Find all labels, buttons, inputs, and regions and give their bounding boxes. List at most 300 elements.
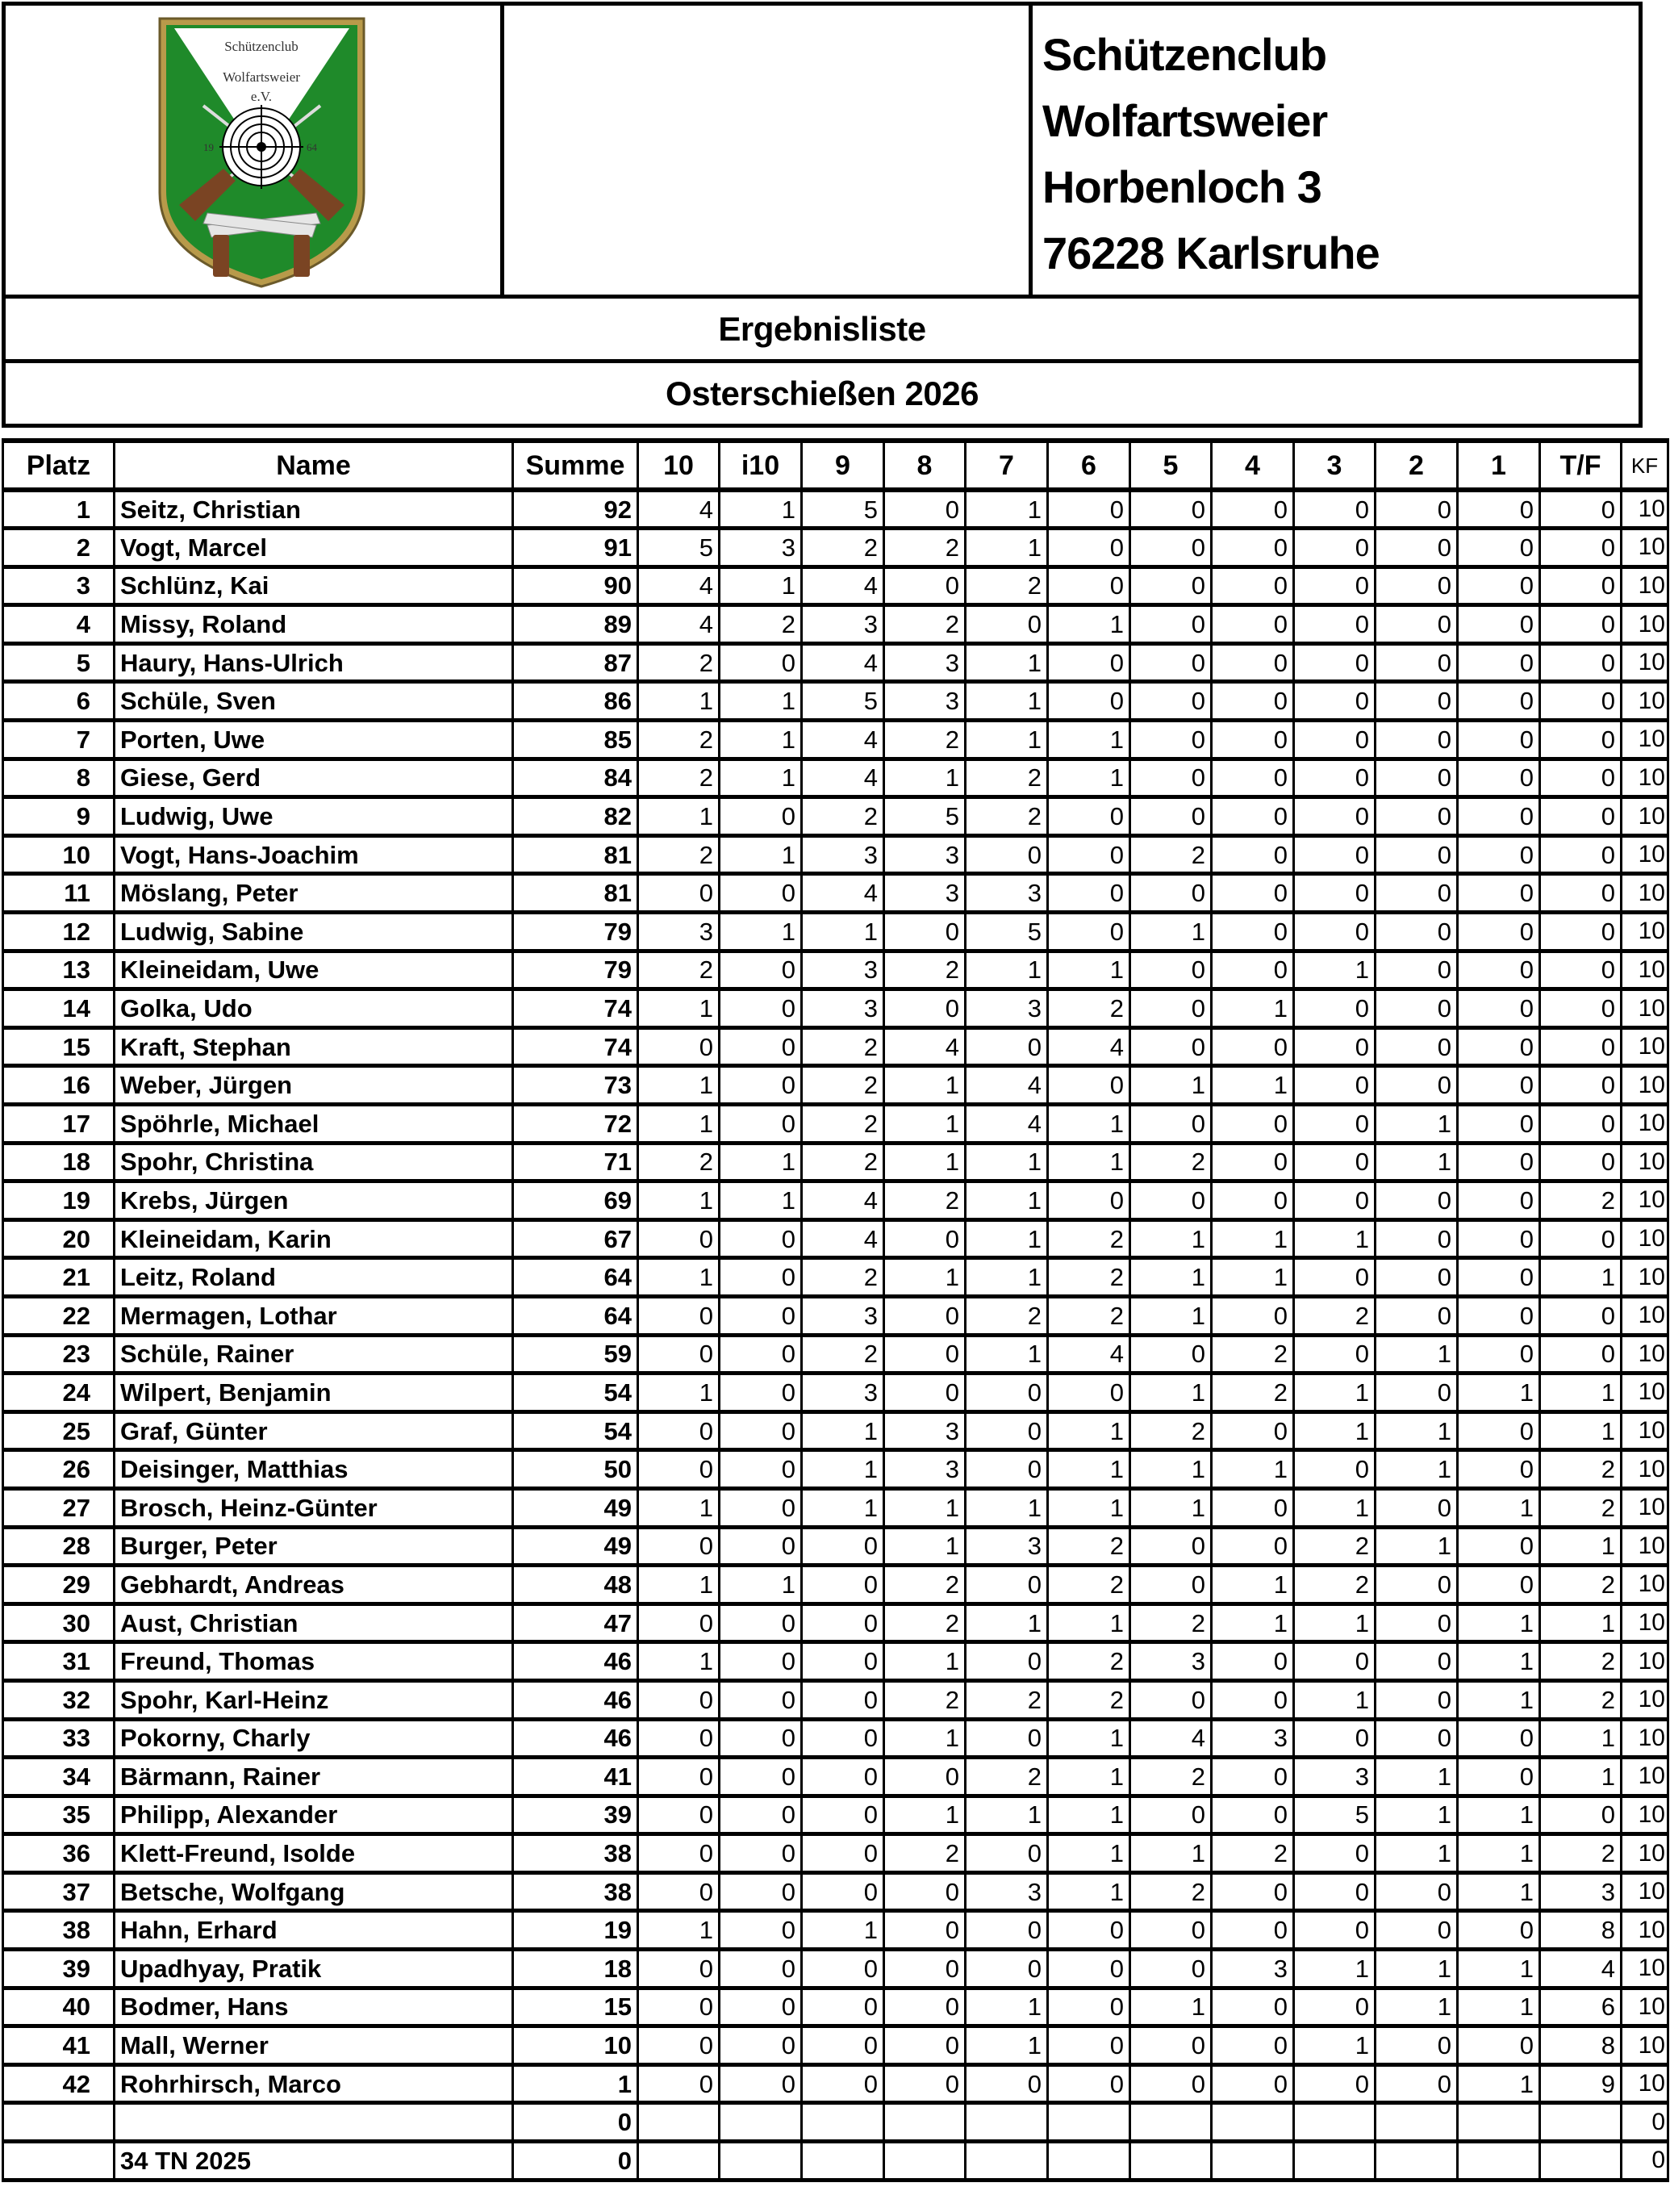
- ring-count-cell: 0: [1376, 2064, 1458, 2103]
- ring-count-cell: 0: [1294, 874, 1376, 913]
- ring-count-cell: [802, 2103, 884, 2142]
- ring-count-cell: 0: [802, 2064, 884, 2103]
- tf-cell: 0: [1540, 835, 1622, 874]
- table-row: [3, 721, 1668, 759]
- ring-count-cell: 1: [802, 1488, 884, 1527]
- ring-count-cell: 0: [802, 1566, 884, 1604]
- ring-count-cell: 0: [1130, 1680, 1212, 1719]
- platz-cell: 5: [3, 643, 115, 682]
- ring-count-cell: 1: [884, 1143, 966, 1181]
- ring-count-cell: 0: [1294, 1719, 1376, 1758]
- ring-count-cell: 0: [1458, 1027, 1540, 1066]
- table-row: [3, 1758, 1668, 1796]
- summe-cell: 0: [513, 2103, 638, 2142]
- ring-count-cell: 3: [1130, 1642, 1212, 1681]
- name-cell: Krebs, Jürgen: [115, 1181, 513, 1220]
- ring-count-cell: 0: [884, 1219, 966, 1258]
- table-row: [3, 1335, 1668, 1374]
- ring-count-cell: 0: [1212, 1796, 1294, 1834]
- ring-count-cell: 1: [1376, 1796, 1458, 1834]
- table-row: [3, 1411, 1668, 1450]
- ring-count-cell: 1: [1212, 1219, 1294, 1258]
- ring-count-cell: 0: [1212, 1027, 1294, 1066]
- name-cell: Hahn, Erhard: [115, 1911, 513, 1950]
- ring-count-cell: 1: [802, 913, 884, 951]
- platz-cell: 8: [3, 759, 115, 797]
- ring-count-cell: 0: [1130, 1027, 1212, 1066]
- summe-cell: 67: [513, 1219, 638, 1258]
- ring-count-cell: 1: [720, 1143, 802, 1181]
- ring-count-cell: 0: [1376, 1642, 1458, 1681]
- ring-count-cell: 0: [802, 1719, 884, 1758]
- ring-count-cell: 0: [1376, 1680, 1458, 1719]
- ring-count-cell: 0: [1048, 874, 1130, 913]
- ring-count-cell: 1: [1458, 1796, 1540, 1834]
- tf-cell: 0: [1540, 1143, 1622, 1181]
- ring-count-cell: 3: [802, 989, 884, 1028]
- ring-count-cell: 0: [1376, 951, 1458, 989]
- platz-cell: 15: [3, 1027, 115, 1066]
- platz-cell: 31: [3, 1642, 115, 1681]
- ring-count-cell: 0: [1048, 1911, 1130, 1950]
- ring-count-cell: 0: [720, 1872, 802, 1911]
- ring-count-cell: 1: [1458, 1680, 1540, 1719]
- summe-cell: 91: [513, 529, 638, 567]
- ring-count-cell: 0: [1458, 797, 1540, 836]
- ring-count-cell: 0: [1130, 567, 1212, 605]
- ring-count-cell: 0: [1212, 797, 1294, 836]
- ring-count-cell: 0: [884, 1911, 966, 1950]
- tf-cell: 0: [1540, 797, 1622, 836]
- ring-count-cell: 0: [966, 1411, 1048, 1450]
- platz-cell: 36: [3, 1834, 115, 1873]
- ring-count-cell: 0: [966, 1950, 1048, 1988]
- ring-count-cell: 0: [1294, 682, 1376, 721]
- ring-count-cell: 0: [1376, 797, 1458, 836]
- table-row: [3, 835, 1668, 874]
- ring-count-cell: 0: [1376, 835, 1458, 874]
- ring-count-cell: [1212, 2103, 1294, 2142]
- kf-cell: 10: [1622, 643, 1668, 682]
- ring-count-cell: 0: [720, 1527, 802, 1566]
- ring-count-cell: 3: [1212, 1719, 1294, 1758]
- platz-cell: 11: [3, 874, 115, 913]
- ring-count-cell: 0: [1376, 759, 1458, 797]
- ring-count-cell: 0: [1130, 682, 1212, 721]
- ring-count-cell: 0: [1048, 913, 1130, 951]
- table-row: [3, 2064, 1668, 2103]
- platz-cell: 13: [3, 951, 115, 989]
- name-cell: Giese, Gerd: [115, 759, 513, 797]
- ring-count-cell: 0: [1376, 567, 1458, 605]
- ring-count-cell: 0: [1130, 874, 1212, 913]
- ring-count-cell: 0: [1458, 1527, 1540, 1566]
- ring-count-cell: 0: [1212, 1143, 1294, 1181]
- table-row: [3, 1719, 1668, 1758]
- ring-count-cell: 0: [1458, 1911, 1540, 1950]
- name-cell: Spohr, Christina: [115, 1143, 513, 1181]
- ring-count-cell: 0: [1376, 1488, 1458, 1527]
- name-cell: Spohr, Karl-Heinz: [115, 1680, 513, 1719]
- ring-count-cell: 0: [720, 951, 802, 989]
- ring-count-cell: 3: [720, 529, 802, 567]
- table-row: [3, 682, 1668, 721]
- tf-cell: 0: [1540, 567, 1622, 605]
- ring-count-cell: 3: [966, 989, 1048, 1028]
- ring-count-cell: 0: [1048, 1181, 1130, 1220]
- ring-count-cell: 1: [966, 1181, 1048, 1220]
- ring-count-cell: 1: [884, 1258, 966, 1297]
- ring-count-cell: 0: [720, 1758, 802, 1796]
- ring-count-cell: 0: [638, 1450, 720, 1489]
- kf-cell: 10: [1622, 835, 1668, 874]
- ring-count-cell: 0: [1376, 1066, 1458, 1105]
- logo-cell: [6, 6, 504, 295]
- ring-count-cell: 0: [1048, 567, 1130, 605]
- ring-count-cell: 2: [720, 605, 802, 644]
- ring-count-cell: [966, 2103, 1048, 2142]
- ring-count-cell: 1: [1458, 1872, 1540, 1911]
- name-cell: Leitz, Roland: [115, 1258, 513, 1297]
- ring-count-cell: 1: [638, 1105, 720, 1144]
- ring-count-cell: 2: [1048, 1296, 1130, 1335]
- ring-count-cell: 1: [720, 721, 802, 759]
- summe-cell: 89: [513, 605, 638, 644]
- ring-count-cell: 0: [966, 1834, 1048, 1873]
- ring-count-cell: 0: [802, 1950, 884, 1988]
- ring-count-cell: 0: [1458, 1258, 1540, 1297]
- ring-count-cell: 1: [720, 913, 802, 951]
- ring-count-cell: 0: [1458, 951, 1540, 989]
- results-table: [2, 438, 1669, 2182]
- ring-count-cell: 0: [1458, 989, 1540, 1028]
- address-line: Schützenclub: [1042, 29, 1327, 80]
- ring-count-cell: 2: [802, 1335, 884, 1374]
- summe-cell: 59: [513, 1335, 638, 1374]
- name-cell: Golka, Udo: [115, 989, 513, 1028]
- ring-count-cell: 0: [1212, 759, 1294, 797]
- platz-cell: 21: [3, 1258, 115, 1297]
- ring-count-cell: 1: [1130, 1258, 1212, 1297]
- summe-cell: 54: [513, 1411, 638, 1450]
- ring-count-cell: [884, 2142, 966, 2181]
- ring-count-cell: 0: [1212, 1642, 1294, 1681]
- ring-count-cell: 0: [1294, 1988, 1376, 2026]
- table-row: [3, 1143, 1668, 1181]
- platz-cell: 16: [3, 1066, 115, 1105]
- ring-count-cell: 0: [1212, 1872, 1294, 1911]
- summe-cell: 72: [513, 1105, 638, 1144]
- ring-count-cell: 1: [1048, 1488, 1130, 1527]
- ring-count-cell: 3: [884, 835, 966, 874]
- ring-count-cell: 2: [1048, 1219, 1130, 1258]
- ring-count-cell: 0: [1294, 1066, 1376, 1105]
- table-row: [3, 913, 1668, 951]
- ring-count-cell: 1: [966, 1796, 1048, 1834]
- ring-count-cell: [884, 2103, 966, 2142]
- ring-count-cell: 0: [1376, 490, 1458, 529]
- tf-cell: 0: [1540, 490, 1622, 529]
- ring-count-cell: 1: [1458, 1604, 1540, 1642]
- ring-count-cell: 1: [1048, 1604, 1130, 1642]
- ring-count-cell: 0: [1458, 759, 1540, 797]
- tf-cell: 0: [1540, 1027, 1622, 1066]
- tf-cell: 0: [1540, 759, 1622, 797]
- ring-count-cell: 2: [1048, 1680, 1130, 1719]
- empty-cell: [504, 6, 1033, 295]
- ring-count-cell: 0: [802, 1527, 884, 1566]
- ring-count-cell: 1: [1294, 951, 1376, 989]
- ring-count-cell: 1: [1376, 1834, 1458, 1873]
- tf-cell: 2: [1540, 1642, 1622, 1681]
- ring-count-cell: 0: [1458, 1566, 1540, 1604]
- table-row: [3, 490, 1668, 529]
- summe-cell: 84: [513, 759, 638, 797]
- kf-cell: 10: [1622, 567, 1668, 605]
- ring-count-cell: 4: [1048, 1027, 1130, 1066]
- table-row: [3, 1027, 1668, 1066]
- ring-count-cell: 1: [1048, 759, 1130, 797]
- platz-cell: 33: [3, 1719, 115, 1758]
- ring-count-cell: 4: [802, 1219, 884, 1258]
- name-cell: Aust, Christian: [115, 1604, 513, 1642]
- column-header-2: 2: [1376, 441, 1458, 490]
- ring-count-cell: 1: [1376, 1988, 1458, 2026]
- ring-count-cell: 0: [1458, 1758, 1540, 1796]
- summe-cell: 64: [513, 1258, 638, 1297]
- kf-cell: 10: [1622, 490, 1668, 529]
- ring-count-cell: 2: [802, 1105, 884, 1144]
- name-cell: Ludwig, Sabine: [115, 913, 513, 951]
- tf-cell: 1: [1540, 1411, 1622, 1450]
- tf-cell: 1: [1540, 1374, 1622, 1412]
- ring-count-cell: 0: [1376, 913, 1458, 951]
- summe-cell: 71: [513, 1143, 638, 1181]
- ring-count-cell: 1: [966, 1258, 1048, 1297]
- summe-cell: 87: [513, 643, 638, 682]
- ring-count-cell: 2: [1294, 1566, 1376, 1604]
- platz-cell: 28: [3, 1527, 115, 1566]
- ring-count-cell: 0: [1376, 643, 1458, 682]
- table-row: [3, 1219, 1668, 1258]
- tf-cell: 2: [1540, 1566, 1622, 1604]
- ring-count-cell: 0: [720, 1296, 802, 1335]
- summe-cell: 0: [513, 2142, 638, 2181]
- ring-count-cell: 0: [1130, 797, 1212, 836]
- ring-count-cell: 1: [1048, 721, 1130, 759]
- tf-cell: 8: [1540, 1911, 1622, 1950]
- ring-count-cell: 0: [1048, 2064, 1130, 2103]
- ring-count-cell: 2: [884, 529, 966, 567]
- name-cell: Bodmer, Hans: [115, 1988, 513, 2026]
- kf-cell: 10: [1622, 1988, 1668, 2026]
- kf-cell: 10: [1622, 1566, 1668, 1604]
- table-row: [3, 2142, 1668, 2181]
- ring-count-cell: 2: [966, 1680, 1048, 1719]
- ring-count-cell: 0: [720, 1604, 802, 1642]
- tf-cell: 0: [1540, 1066, 1622, 1105]
- ring-count-cell: 3: [802, 1296, 884, 1335]
- ring-count-cell: 0: [1048, 1988, 1130, 2026]
- ring-count-cell: 2: [638, 1143, 720, 1181]
- summe-cell: 82: [513, 797, 638, 836]
- ring-count-cell: 1: [1376, 1950, 1458, 1988]
- ring-count-cell: 0: [884, 1296, 966, 1335]
- ring-count-cell: 0: [1212, 874, 1294, 913]
- ring-count-cell: 1: [884, 1796, 966, 1834]
- ring-count-cell: 4: [802, 721, 884, 759]
- ring-count-cell: 2: [884, 951, 966, 989]
- ring-count-cell: 3: [1294, 1758, 1376, 1796]
- ring-count-cell: 0: [720, 1642, 802, 1681]
- ring-count-cell: 0: [966, 835, 1048, 874]
- tf-cell: 0: [1540, 1796, 1622, 1834]
- name-cell: Deisinger, Matthias: [115, 1450, 513, 1489]
- ring-count-cell: 2: [802, 529, 884, 567]
- ring-count-cell: 2: [1130, 1143, 1212, 1181]
- ring-count-cell: [1048, 2103, 1130, 2142]
- kf-cell: 10: [1622, 1258, 1668, 1297]
- ring-count-cell: 0: [802, 1988, 884, 2026]
- ring-count-cell: 0: [1048, 797, 1130, 836]
- ring-count-cell: [1130, 2103, 1212, 2142]
- ring-count-cell: 1: [1130, 1834, 1212, 1873]
- ring-count-cell: 2: [966, 759, 1048, 797]
- platz-cell: 6: [3, 682, 115, 721]
- ring-count-cell: 1: [720, 1181, 802, 1220]
- summe-cell: 74: [513, 1027, 638, 1066]
- ring-count-cell: 0: [1376, 2026, 1458, 2065]
- table-row: [3, 2103, 1668, 2142]
- ring-count-cell: 2: [1048, 1527, 1130, 1566]
- ring-count-cell: 1: [1294, 1950, 1376, 1988]
- ring-count-cell: 1: [1212, 989, 1294, 1028]
- ring-count-cell: 1: [966, 1143, 1048, 1181]
- tf-cell: 0: [1540, 1335, 1622, 1374]
- platz-cell: 38: [3, 1911, 115, 1950]
- ring-count-cell: 0: [802, 2026, 884, 2065]
- ring-count-cell: 0: [1212, 1181, 1294, 1220]
- tf-cell: 9: [1540, 2064, 1622, 2103]
- table-row: [3, 1527, 1668, 1566]
- ring-count-cell: 0: [1212, 1988, 1294, 2026]
- ring-count-cell: 0: [1048, 490, 1130, 529]
- table-header: [3, 441, 1668, 490]
- tf-cell: 1: [1540, 1258, 1622, 1297]
- ring-count-cell: 0: [1376, 1219, 1458, 1258]
- ring-count-cell: 0: [966, 605, 1048, 644]
- ring-count-cell: 0: [638, 1296, 720, 1335]
- ring-count-cell: 0: [1458, 490, 1540, 529]
- ring-count-cell: 1: [1376, 1758, 1458, 1796]
- kf-cell: 10: [1622, 1872, 1668, 1911]
- table-row: [3, 1066, 1668, 1105]
- ring-count-cell: 2: [884, 1680, 966, 1719]
- ring-count-cell: 2: [1130, 1411, 1212, 1450]
- ring-count-cell: 0: [720, 874, 802, 913]
- ring-count-cell: 0: [1130, 1335, 1212, 1374]
- ring-count-cell: 2: [638, 721, 720, 759]
- ring-count-cell: 0: [966, 1450, 1048, 1489]
- tf-cell: 0: [1540, 721, 1622, 759]
- ring-count-cell: 1: [1212, 1258, 1294, 1297]
- ring-count-cell: 1: [884, 759, 966, 797]
- ring-count-cell: 1: [638, 1911, 720, 1950]
- ring-count-cell: 0: [720, 1335, 802, 1374]
- kf-cell: 10: [1622, 1719, 1668, 1758]
- column-header-7: 7: [966, 441, 1048, 490]
- table-row: [3, 1834, 1668, 1873]
- ring-count-cell: 1: [1048, 951, 1130, 989]
- platz-cell: 3: [3, 567, 115, 605]
- name-cell: Upadhyay, Pratik: [115, 1950, 513, 1988]
- ring-count-cell: 0: [1130, 643, 1212, 682]
- tf-cell: 0: [1540, 874, 1622, 913]
- ring-count-cell: 0: [1376, 1872, 1458, 1911]
- ring-count-cell: 5: [966, 913, 1048, 951]
- table-row: [3, 1988, 1668, 2026]
- summe-cell: 15: [513, 1988, 638, 2026]
- kf-cell: 10: [1622, 1950, 1668, 1988]
- table-row: [3, 605, 1668, 644]
- ring-count-cell: 0: [638, 1219, 720, 1258]
- ring-count-cell: 1: [1130, 913, 1212, 951]
- ring-count-cell: 0: [1048, 682, 1130, 721]
- ring-count-cell: 0: [1294, 1335, 1376, 1374]
- tf-cell: 6: [1540, 1988, 1622, 2026]
- ring-count-cell: 0: [1294, 2064, 1376, 2103]
- platz-cell: 42: [3, 2064, 115, 2103]
- tf-cell: 2: [1540, 1181, 1622, 1220]
- summe-cell: 90: [513, 567, 638, 605]
- platz-cell: 37: [3, 1872, 115, 1911]
- ring-count-cell: 1: [1130, 1450, 1212, 1489]
- ring-count-cell: 0: [966, 1374, 1048, 1412]
- kf-cell: 10: [1622, 1219, 1668, 1258]
- ring-count-cell: 1: [1048, 1143, 1130, 1181]
- ring-count-cell: 4: [884, 1027, 966, 1066]
- tf-cell: 2: [1540, 1834, 1622, 1873]
- ring-count-cell: 0: [1130, 1181, 1212, 1220]
- ring-count-cell: 3: [802, 1374, 884, 1412]
- ring-count-cell: 0: [1376, 989, 1458, 1028]
- name-cell: Schlünz, Kai: [115, 567, 513, 605]
- platz-cell: 19: [3, 1181, 115, 1220]
- ring-count-cell: 0: [720, 2026, 802, 2065]
- table-row: [3, 1911, 1668, 1950]
- table-row: [3, 874, 1668, 913]
- summe-cell: 64: [513, 1296, 638, 1335]
- table-row: [3, 1374, 1668, 1412]
- ring-count-cell: 1: [966, 1988, 1048, 2026]
- name-cell: Haury, Hans-Ulrich: [115, 643, 513, 682]
- table-row: [3, 643, 1668, 682]
- event-title: Osterschießen 2026: [2, 363, 1643, 428]
- ring-count-cell: 0: [1294, 1143, 1376, 1181]
- platz-cell: 17: [3, 1105, 115, 1144]
- ring-count-cell: 0: [1458, 1181, 1540, 1220]
- ring-count-cell: 4: [802, 643, 884, 682]
- ring-count-cell: 0: [1294, 643, 1376, 682]
- platz-cell: 9: [3, 797, 115, 836]
- ring-count-cell: 1: [638, 1258, 720, 1297]
- ring-count-cell: 1: [802, 1411, 884, 1450]
- ring-count-cell: 1: [884, 1488, 966, 1527]
- ring-count-cell: 0: [1130, 2064, 1212, 2103]
- ring-count-cell: 0: [1458, 721, 1540, 759]
- ring-count-cell: 3: [802, 835, 884, 874]
- name-cell: Gebhardt, Andreas: [115, 1566, 513, 1604]
